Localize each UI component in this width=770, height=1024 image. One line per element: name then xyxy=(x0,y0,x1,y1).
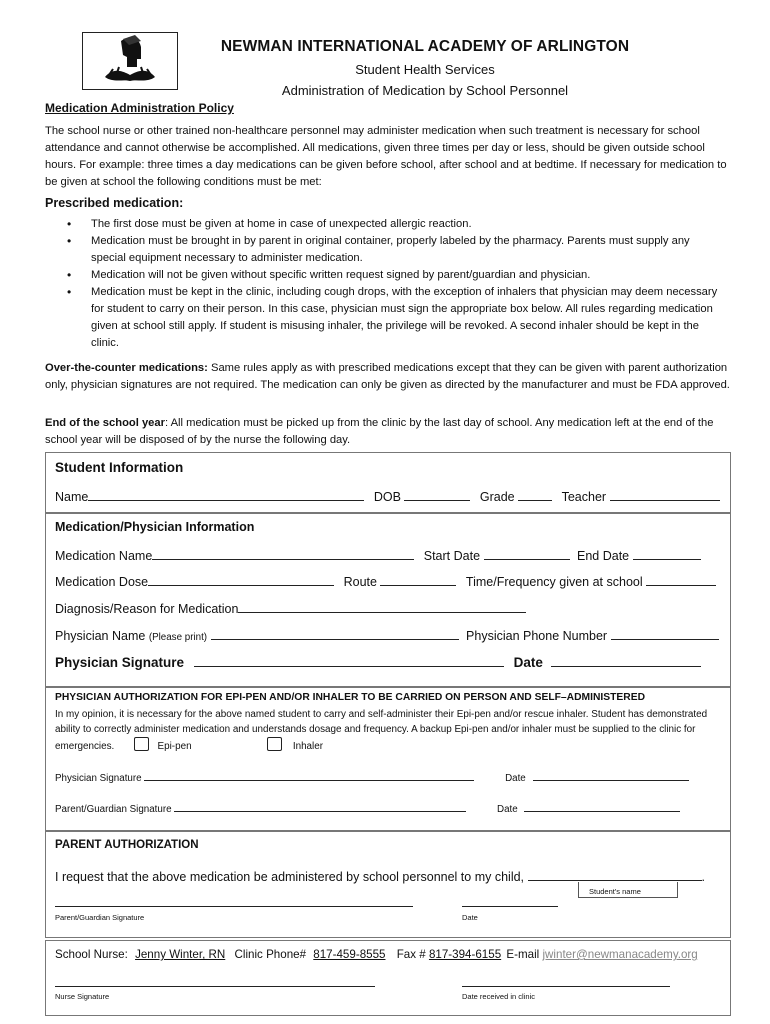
epipen-paragraph xyxy=(55,707,725,754)
eoy-label: End of the school year xyxy=(45,417,165,429)
page-subtitle: Student Health Services xyxy=(355,62,495,77)
student-fields-row xyxy=(55,488,720,504)
grade-field[interactable] xyxy=(518,488,552,501)
student-info-heading: Student Information xyxy=(55,460,184,475)
physician-date-field[interactable] xyxy=(551,654,701,667)
epipen-heading: PHYSICIAN AUTHORIZATION FOR EPI-PEN AND/OR INHALER TO BE CARRIED ON PERSON AND SELF–ADMINISTERED xyxy=(55,692,646,703)
list-item: • The first dose must be given at home in case of unexpected allergic reaction. xyxy=(45,216,725,233)
end-date-label: End Date xyxy=(577,549,630,563)
frequency-field[interactable] xyxy=(646,573,716,586)
nurse-signature-caption: Nurse Signature xyxy=(55,992,110,1001)
medication-row-1 xyxy=(55,547,701,563)
eoy-paragraph xyxy=(45,415,730,449)
medication-row-2 xyxy=(55,573,716,589)
teacher-field[interactable] xyxy=(610,488,720,501)
medication-row-3 xyxy=(55,600,526,616)
list-item: • Medication must be brought in by parent in original container, properly labeled by the pharmacy. Parents must supply any special equipment necessary to administer medication. xyxy=(45,233,725,267)
inhaler-checkbox[interactable] xyxy=(267,737,282,751)
epipen-text: In my opinion, it is necessary for the above named student to carry and self-administer their Epi-pen and/or rescue inhaler. Student has demonstrated ability to correctly administer medication and understands dosage and frequency. A backup Epi-pen and/or inhaler must be supplied to the clinic for emergencies. xyxy=(55,709,708,752)
dose-field[interactable] xyxy=(148,573,334,586)
frequency-label: Time/Frequency given at school xyxy=(465,575,643,589)
list-item: • Medication will not be given without specific written request signed by parent/guardian and physician. xyxy=(45,267,725,284)
medication-row-5 xyxy=(55,654,701,670)
page-title: NEWMAN INTERNATIONAL ACADEMY OF ARLINGTON xyxy=(220,38,630,55)
teacher-label: Teacher xyxy=(561,490,607,504)
physician-signature-field[interactable] xyxy=(194,654,504,667)
otc-paragraph xyxy=(45,360,730,394)
parent-request-row: I request that the above medication be administered by school personnel to my child, . xyxy=(55,870,705,884)
prescribed-heading: Prescribed medication: xyxy=(45,196,184,210)
parent-request-text: I request that the above medication be administered by school personnel to my child, xyxy=(55,870,525,884)
epipen-checkbox-label: Epi-pen xyxy=(157,741,192,752)
epi-physician-date-label: Date xyxy=(505,773,526,784)
epi-physician-signature-label: Physician Signature xyxy=(55,773,142,784)
nurse-signature-field[interactable] xyxy=(55,986,375,987)
please-print-note: (Please print) xyxy=(148,632,208,643)
nurse-name: Jenny Winter, RN xyxy=(135,948,226,961)
epipen-physician-row xyxy=(55,770,689,784)
otc-text: Same rules apply as with prescribed medications except that they can be given with parent authorization only, physician signatures are not required. The medication can only be given as directed by the manufacturer and must be FDA approved. xyxy=(45,362,730,391)
eoy-text: : All medication must be picked up from the clinic by the last day of school. Any medication left at the end of the school year will be disposed of by the nurse the following day. xyxy=(45,417,714,446)
dob-field[interactable] xyxy=(404,488,470,501)
physician-name-label: Physician Name xyxy=(55,629,146,643)
page-subtitle-2: Administration of Medication by School Personnel xyxy=(281,83,569,98)
diagnosis-field[interactable] xyxy=(238,600,526,613)
nurse-contact-row xyxy=(55,948,698,961)
list-item: • Medication must be kept in the clinic, including cough drops, with the exception of inhalers that physician may deem necessary for student to carry on their person. In this case, physician must sign the appropriate box below. All rules regarding medication given at school still apply. If student is misusing inhaler, the privilege will be revoked. A second inhaler should be kept in the clinic. xyxy=(45,284,725,352)
policy-heading: Medication Administration Policy xyxy=(45,101,234,115)
diagnosis-label: Diagnosis/Reason for Medication xyxy=(55,602,239,616)
physician-signature-label: Physician Signature xyxy=(55,655,185,670)
epi-parent-date-label: Date xyxy=(497,804,518,815)
epipen-checkbox[interactable] xyxy=(134,737,149,751)
parent-date-field[interactable] xyxy=(462,906,558,907)
date-received-field[interactable] xyxy=(462,986,670,987)
name-field[interactable] xyxy=(88,488,364,501)
clinic-phone-label: Clinic Phone# xyxy=(234,948,307,961)
fax-label: Fax # xyxy=(396,948,426,961)
med-name-label: Medication Name xyxy=(55,549,153,563)
nurse-label: School Nurse: xyxy=(55,948,128,961)
email-label: E-mail xyxy=(506,948,540,961)
physician-date-label: Date xyxy=(513,655,543,670)
medication-heading: Medication/Physician Information xyxy=(55,520,255,534)
epipen-parent-row xyxy=(55,801,680,815)
route-label: Route xyxy=(343,575,377,589)
epi-parent-date-field[interactable] xyxy=(524,801,680,812)
route-field[interactable] xyxy=(380,573,456,586)
grade-label: Grade xyxy=(479,490,515,504)
epi-parent-signature-field[interactable] xyxy=(174,801,466,812)
clinic-phone: 817-459-8555 xyxy=(313,948,386,961)
physician-name-field[interactable] xyxy=(211,627,459,640)
otc-label: Over-the-counter medications: xyxy=(45,362,208,374)
prescribed-rules-list xyxy=(45,216,725,352)
end-date-field[interactable] xyxy=(633,547,701,560)
start-date-label: Start Date xyxy=(423,549,481,563)
name-label: Name xyxy=(55,490,89,504)
physician-phone-field[interactable] xyxy=(611,627,719,640)
physician-phone-label: Physician Phone Number xyxy=(466,629,608,643)
fax-number: 817-394-6155 xyxy=(428,948,502,961)
med-name-field[interactable] xyxy=(152,547,414,560)
epi-parent-signature-label: Parent/Guardian Signature xyxy=(55,804,172,815)
student-name-caption: Student's name xyxy=(589,887,641,896)
student-name-caption-box xyxy=(578,882,678,898)
parent-date-caption: Date xyxy=(462,913,478,922)
parent-heading: PARENT AUTHORIZATION xyxy=(55,839,199,851)
dob-label: DOB xyxy=(373,490,401,504)
nurse-email-link[interactable]: jwinter@newmanacademy.org xyxy=(542,948,698,961)
date-received-caption: Date received in clinic xyxy=(462,992,535,1001)
inhaler-checkbox-label: Inhaler xyxy=(292,741,324,752)
epi-physician-date-field[interactable] xyxy=(533,770,689,781)
parent-signature-field[interactable] xyxy=(55,906,413,907)
policy-intro: The school nurse or other trained non-healthcare personnel may administer medication when such treatment is necessary for school attendance and cannot otherwise be accomplished. All medications, given three times per day or less, should be given outside school hours. For example: three times a day medications can be given before school, after school and at bedtime. If necessary for medication to be given at school the following conditions must be met: xyxy=(45,125,727,188)
medication-row-4 xyxy=(55,627,719,643)
student-name-field[interactable] xyxy=(528,868,702,881)
epi-physician-signature-field[interactable] xyxy=(144,770,474,781)
start-date-field[interactable] xyxy=(484,547,570,560)
dose-label: Medication Dose xyxy=(55,575,149,589)
parent-signature-caption: Parent/Guardian Signature xyxy=(55,913,145,922)
